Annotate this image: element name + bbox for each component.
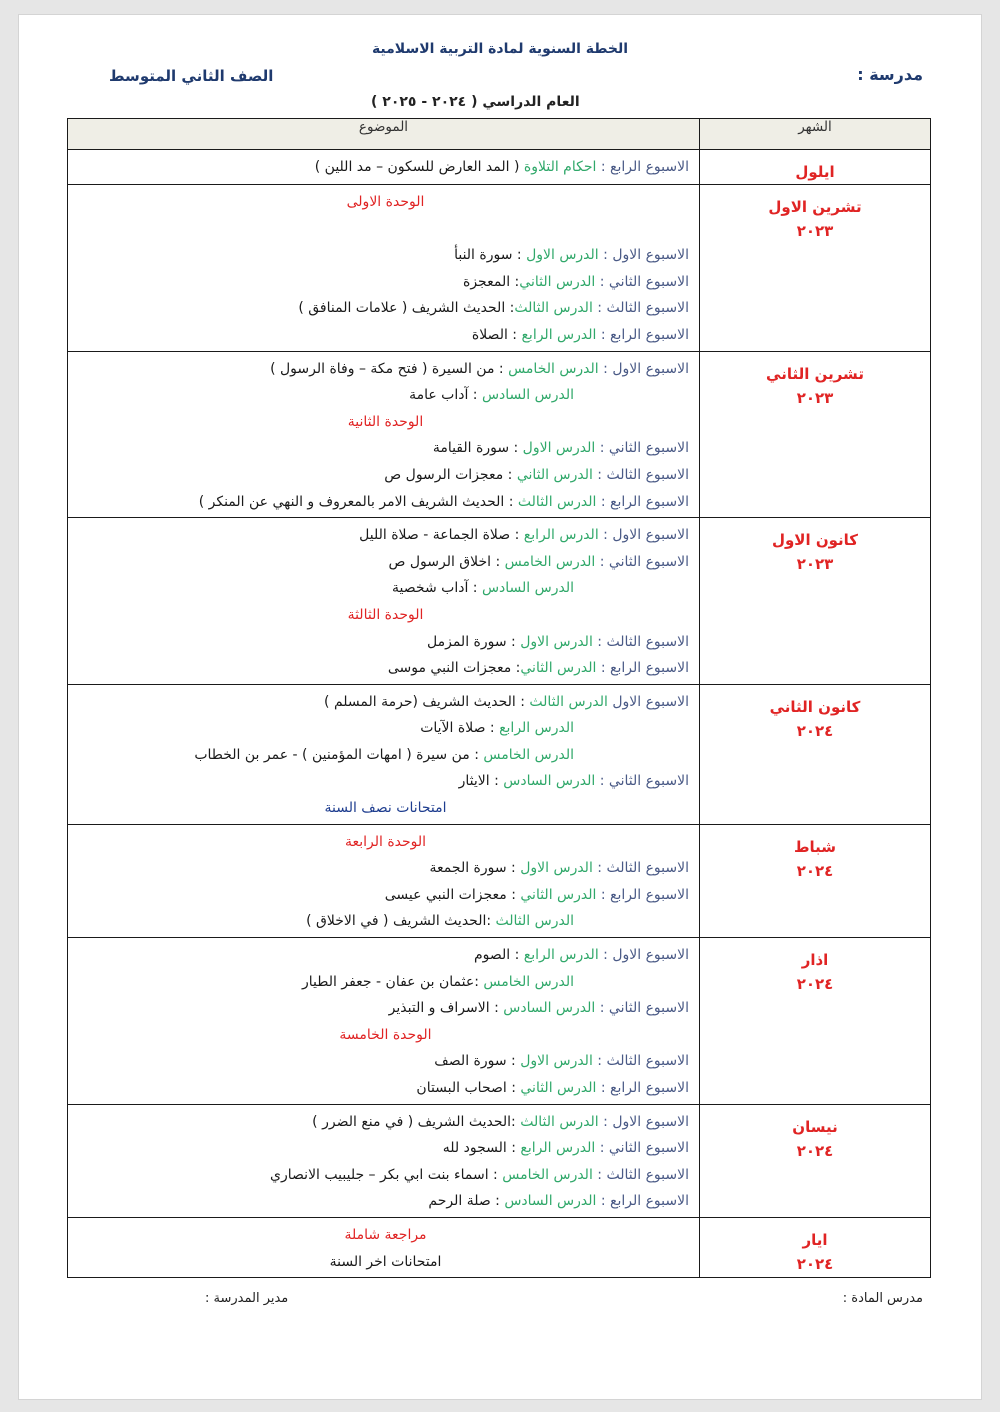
- lesson-label: الدرس الثاني: [520, 886, 597, 903]
- lesson-label: الدرس الرابع: [523, 527, 599, 544]
- lesson-line: [82, 522, 689, 549]
- lesson-label: الدرس الثالث: [514, 300, 593, 317]
- lesson-line: [82, 655, 689, 682]
- lesson-label: الدرس السادس: [481, 387, 574, 404]
- lesson-line: [82, 908, 689, 935]
- lesson-label: الدرس الثالث: [529, 693, 608, 710]
- month-cell: [700, 938, 931, 1105]
- lesson-line: [82, 435, 689, 462]
- lesson-line: [82, 715, 689, 742]
- document-page: [18, 14, 982, 1400]
- lesson-label: الدرس الثاني: [519, 273, 596, 290]
- lesson-label: الدرس الرابع: [523, 947, 599, 964]
- month-year: ٢٠٢٤: [796, 721, 834, 740]
- table-row: [68, 938, 931, 1105]
- week-label: الاسبوع الثاني :: [599, 773, 689, 790]
- lesson-topic: : صلاة الجماعة - صلاة الليل: [359, 527, 524, 544]
- week-label: الاسبوع الثاني :: [599, 273, 689, 290]
- lesson-line: [82, 269, 689, 296]
- month-name: تشرين الثاني: [766, 364, 864, 383]
- week-label: الاسبوع الرابع :: [600, 493, 689, 510]
- topic-cell: [68, 938, 700, 1105]
- topic-cell: [68, 824, 700, 937]
- lesson-topic: : من السيرة ( فتح مكة – وفاة الرسول ): [270, 360, 509, 377]
- lesson-label: الدرس الخامس: [504, 553, 596, 570]
- lesson-line: [82, 489, 689, 516]
- lesson-topic: : من سيرة ( امهات المؤمنين ) - عمر بن الخطاب: [194, 746, 484, 763]
- lesson-label: الدرس الرابع: [521, 326, 597, 343]
- week-label: الاسبوع الاول :: [603, 947, 689, 964]
- lesson-line: [82, 1048, 689, 1075]
- month-year: ٢٠٢٤: [796, 861, 834, 880]
- lesson-line: [82, 462, 689, 489]
- week-label: الاسبوع الرابع :: [600, 326, 689, 343]
- week-label: الاسبوع الثاني :: [599, 440, 689, 457]
- table-row: [68, 518, 931, 685]
- month-cell: [700, 684, 931, 824]
- table-row: [68, 684, 931, 824]
- lesson-topic: :الحديث الشريف ( في منع الضرر ): [312, 1113, 521, 1130]
- lesson-label: الدرس السادس: [503, 773, 596, 790]
- lesson-topic: : صلاة الآيات: [420, 720, 500, 737]
- week-label: الاسبوع الثاني :: [599, 553, 689, 570]
- lesson-line: [82, 356, 689, 383]
- lesson-line: [82, 295, 689, 322]
- unit-title: الوحدة الخامسة: [339, 1026, 432, 1043]
- lesson-topic: : الاسراف و التبذير: [388, 1000, 504, 1017]
- topic-cell: [68, 185, 700, 352]
- month-name: كانون الاول: [771, 531, 859, 550]
- topic-cell: [68, 1217, 700, 1277]
- unit-heading: [82, 1222, 689, 1249]
- lesson-line: [82, 1135, 689, 1162]
- lesson-label: الدرس الخامس: [483, 973, 574, 990]
- month-name: ايلول: [795, 163, 835, 181]
- topic-cell: [68, 351, 700, 518]
- topic-cell: [68, 1104, 700, 1217]
- week-label: الاسبوع الثالث :: [597, 466, 689, 483]
- topic-column-header: الموضوع: [68, 119, 700, 150]
- week-label: الاسبوع الثاني :: [599, 1000, 689, 1017]
- month-year: ٢٠٢٤: [796, 975, 834, 994]
- exam-note: [82, 795, 689, 822]
- lesson-label: الدرس الثالث: [495, 913, 574, 930]
- week-label: الاسبوع الرابع :: [600, 1080, 689, 1096]
- week-label: الاسبوع الثالث :: [597, 300, 689, 317]
- month-year: ٢٠٢٣: [796, 555, 834, 574]
- lesson-line: [82, 882, 689, 909]
- lesson-label: الدرس السادس: [481, 580, 574, 597]
- teacher-signature-label: مدرس المادة :: [842, 1291, 923, 1306]
- table-row: [68, 1104, 931, 1217]
- line-text: امتحانات نصف السنة: [324, 800, 447, 817]
- lesson-topic: : سورة القيامة: [432, 440, 523, 457]
- month-name: كانون الثاني: [769, 697, 861, 716]
- unit-heading: [82, 602, 689, 629]
- lesson-label: الدرس الثالث: [517, 493, 597, 510]
- lesson-line: [82, 689, 689, 716]
- lesson-topic: : آداب شخصية: [392, 580, 482, 597]
- lesson-line: [82, 549, 689, 576]
- month-year: ٢٠٢٤: [796, 1141, 834, 1160]
- lesson-topic: : السجود لله: [442, 1140, 521, 1157]
- week-label: الاسبوع الثالث :: [597, 1053, 689, 1070]
- lesson-topic: : سورة الجمعة: [429, 860, 521, 877]
- lesson-line: [82, 322, 689, 349]
- lesson-topic: : آداب عامة: [409, 387, 482, 404]
- unit-heading: [82, 829, 689, 856]
- spacer-line: [82, 216, 689, 243]
- unit-heading: [82, 409, 689, 436]
- unit-heading: [82, 1022, 689, 1049]
- lesson-topic: : الصوم: [473, 947, 524, 964]
- unit-title: الوحدة الثالثة: [347, 606, 424, 623]
- month-cell: [700, 1104, 931, 1217]
- lesson-topic: :الحديث الشريف ( في الاخلاق ): [306, 913, 496, 930]
- lesson-topic: :عثمان بن عفان - جعفر الطيار: [302, 973, 484, 990]
- week-label: الاسبوع الثالث :: [597, 633, 689, 650]
- lesson-line: [82, 382, 689, 409]
- lesson-line: [82, 575, 689, 602]
- lesson-line: [82, 995, 689, 1022]
- topic-line: [82, 1249, 689, 1276]
- unit-title: الوحدة الرابعة: [344, 833, 427, 850]
- lesson-line: [82, 1188, 689, 1215]
- table-row: [68, 185, 931, 352]
- lesson-label: الدرس الثاني: [520, 660, 597, 677]
- month-year: ٢٠٢٤: [796, 1254, 834, 1273]
- month-cell: [700, 185, 931, 352]
- table-row: [68, 1217, 931, 1277]
- week-label: الاسبوع الثاني :: [599, 1140, 689, 1157]
- table-row: [68, 351, 931, 518]
- lesson-topic: : الصلاة: [471, 326, 522, 343]
- lesson-line: [82, 942, 689, 969]
- line-text: امتحانات اخر السنة: [329, 1253, 442, 1270]
- lesson-topic: : الحديث الشريف (حرمة المسلم ): [324, 693, 530, 710]
- lesson-label: الدرس الثالث: [520, 1113, 599, 1130]
- lesson-label: الدرس الاول: [526, 247, 599, 264]
- week-label: الاسبوع الثالث :: [597, 1166, 689, 1183]
- lesson-topic: : سورة المزمل: [427, 633, 521, 650]
- grade-label: الصف الثاني المتوسط: [109, 67, 274, 85]
- lesson-topic: : سورة النبأ: [454, 247, 527, 264]
- lesson-topic: ( المد العارض للسكون – مد اللين ): [314, 159, 524, 175]
- table-body: [68, 150, 931, 1278]
- academic-year: العام الدراسي ( ٢٠٢٤ - ٢٠٢٥ ): [371, 94, 580, 110]
- lesson-label: الدرس الاول: [520, 633, 593, 650]
- week-label: الاسبوع الاول: [612, 693, 689, 710]
- week-label: الاسبوع الثالث :: [597, 860, 689, 877]
- lesson-label: الدرس الاول: [520, 860, 593, 877]
- month-cell: [700, 518, 931, 685]
- month-year: ٢٠٢٣: [796, 388, 834, 407]
- month-column-header: الشهر: [700, 119, 931, 150]
- topic-cell: [68, 150, 700, 185]
- month-name: تشرين الاول: [768, 198, 862, 216]
- week-label: الاسبوع الرابع :: [600, 886, 689, 903]
- week-label: الاسبوع الاول :: [603, 1113, 689, 1130]
- annual-plan-table: [67, 118, 931, 1278]
- table-header-row: [68, 119, 931, 150]
- lesson-label: الدرس الخامس: [483, 746, 574, 763]
- lesson-topic: : اصحاب البستان: [416, 1080, 521, 1096]
- unit-title: الوحدة الاولى: [346, 194, 425, 210]
- document-title: الخطة السنوية لمادة التربية الاسلامية: [371, 41, 629, 57]
- lesson-line: [82, 742, 689, 769]
- lesson-line: [82, 1075, 689, 1102]
- month-cell: [700, 1217, 931, 1277]
- lesson-line: [82, 154, 689, 181]
- month-name: اذار: [801, 951, 829, 970]
- table-row: [68, 150, 931, 185]
- month-name: ايار: [802, 1230, 828, 1249]
- lesson-topic: : اخلاق الرسول ص: [388, 553, 505, 570]
- lesson-topic: : معجزات الرسول ص: [384, 466, 517, 483]
- lesson-topic: : الحديث الشريف الامر بالمعروف و النهي عن المنكر ): [198, 493, 518, 510]
- lesson-topic: : معجزات النبي موسى: [387, 660, 521, 677]
- lesson-line: [82, 855, 689, 882]
- month-name: نيسان: [792, 1117, 838, 1136]
- month-year: ٢٠٢٣: [796, 222, 834, 240]
- lesson-label: الدرس الرابع: [499, 720, 574, 737]
- lesson-line: [82, 629, 689, 656]
- week-label: الاسبوع الرابع :: [600, 1193, 689, 1210]
- lesson-label: الدرس الخامس: [508, 360, 599, 377]
- week-label: الاسبوع الاول :: [603, 247, 689, 264]
- lesson-topic: : معجزات النبي عيسى: [384, 886, 521, 903]
- school-label: مدرسة :: [857, 65, 923, 84]
- week-label: الاسبوع الاول :: [603, 527, 689, 544]
- lesson-label: الدرس الرابع: [520, 1140, 596, 1157]
- topic-cell: [68, 684, 700, 824]
- lesson-label: الدرس الاول: [520, 1053, 593, 1070]
- lesson-line: [82, 242, 689, 269]
- lesson-topic: : اسماء بنت ابي بكر – جليبيب الانصاري: [270, 1166, 503, 1183]
- month-cell: [700, 150, 931, 185]
- week-label: الاسبوع الرابع :: [600, 159, 689, 175]
- week-label: الاسبوع الاول :: [603, 360, 689, 377]
- lesson-label: الدرس الثاني: [520, 1080, 597, 1096]
- lesson-label: الدرس الخامس: [502, 1166, 593, 1183]
- lesson-topic: : سورة الصف: [434, 1053, 521, 1070]
- lesson-topic: : الايثار: [458, 773, 504, 790]
- month-cell: [700, 351, 931, 518]
- lesson-topic: : المعجزة: [463, 273, 520, 290]
- lesson-line: [82, 1109, 689, 1136]
- topic-cell: [68, 518, 700, 685]
- unit-title: مراجعة شاملة: [344, 1226, 427, 1243]
- lesson-label: احكام التلاوة: [523, 159, 597, 175]
- principal-signature-label: مدير المدرسة :: [205, 1291, 289, 1306]
- lesson-label: الدرس السادس: [504, 1193, 597, 1210]
- lesson-topic: : صلة الرحم: [428, 1193, 505, 1210]
- lesson-label: الدرس الاول: [522, 440, 596, 457]
- month-name: شباط: [793, 837, 837, 856]
- lesson-label: الدرس السادس: [503, 1000, 596, 1017]
- table-row: [68, 824, 931, 937]
- week-label: الاسبوع الرابع :: [600, 660, 689, 677]
- lesson-line: [82, 1162, 689, 1189]
- month-cell: [700, 824, 931, 937]
- lesson-line: [82, 768, 689, 795]
- unit-heading: [82, 189, 689, 216]
- lesson-label: الدرس الثاني: [516, 466, 593, 483]
- unit-title: الوحدة الثانية: [347, 413, 424, 430]
- lesson-topic: : الحديث الشريف ( علامات المنافق ): [298, 300, 515, 317]
- lesson-line: [82, 969, 689, 996]
